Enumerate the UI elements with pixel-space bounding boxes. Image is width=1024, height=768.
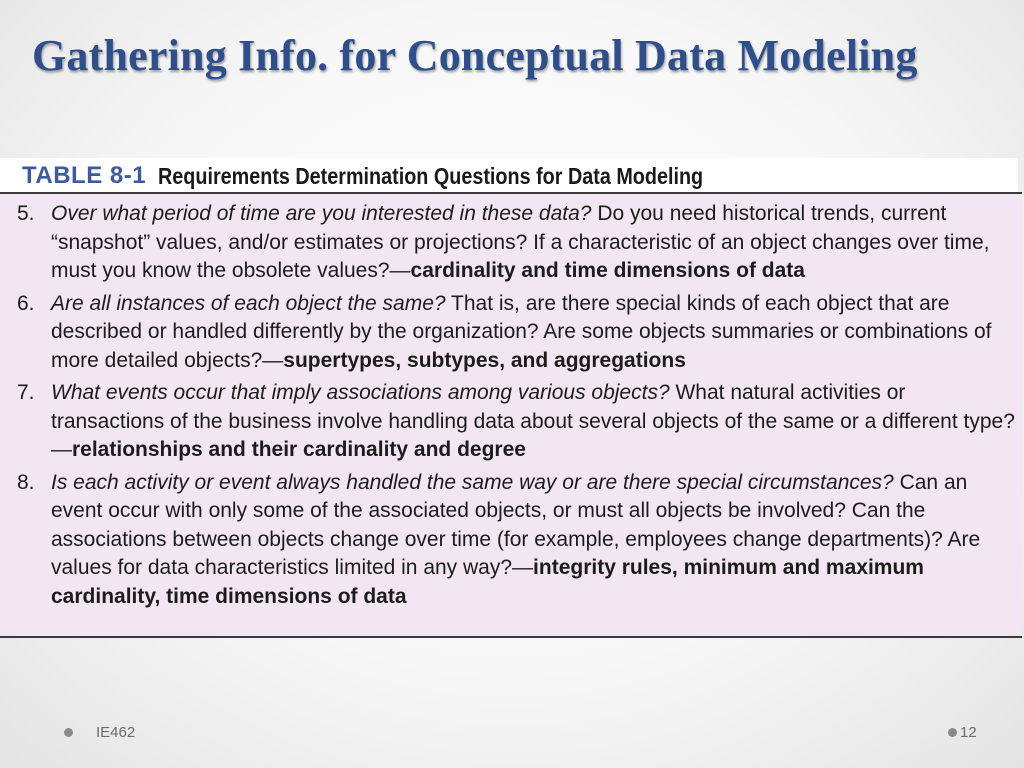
- question-number: 7.: [17, 381, 35, 404]
- question-number: 5.: [17, 202, 35, 225]
- question-detail: That is, are there special kinds of each object that are described or handled differently by the organization? Are some objects summaries or combinations of more detailed objects?—: [51, 291, 992, 372]
- page-number: 12: [960, 724, 977, 741]
- table-body: [0, 192, 1022, 638]
- question-detail: What natural activities or transactions of the business involve handling data about several objects of the same or a different type?—: [51, 381, 1015, 461]
- footer-bullet-icon: [64, 728, 73, 737]
- table-title: Requirements Determination Questions for Data Modeling: [158, 163, 704, 189]
- page-bullet-icon: [948, 728, 957, 737]
- question-number: 6.: [17, 291, 35, 315]
- requirements-table: [0, 158, 1018, 646]
- question-prompt: Are all instances of each object the same?: [51, 291, 446, 315]
- question-number: 8.: [17, 470, 35, 494]
- question-concept: supertypes, subtypes, and aggregations: [283, 348, 686, 372]
- slide-title: Gathering Info. for Conceptual Data Modeling: [32, 31, 918, 80]
- question-concept: relationships and their cardinality and degree: [72, 438, 526, 461]
- table-caption: [0, 158, 1018, 192]
- question-item: [0, 290, 1022, 376]
- question-concept: integrity rules, minimum and maximum cardinality, time dimensions of data: [51, 556, 924, 608]
- question-prompt: Over what period of time are you interested in these data?: [51, 202, 592, 225]
- question-prompt: What events occur that imply associations among various objects?: [51, 381, 670, 404]
- question-detail: Do you need historical trends, current “snapshot” values, and/or estimates or projections? If a characteristic of an object changes over time, must you know the obsolete values?—: [51, 202, 990, 282]
- question-item: [0, 200, 1022, 286]
- question-prompt: Is each activity or event always handled the same way or are there special circumstances?: [51, 470, 894, 494]
- footer-text: IE462: [96, 724, 136, 741]
- question-item: [0, 469, 1022, 612]
- question-item: [0, 379, 1022, 465]
- table-label: TABLE 8-1: [22, 162, 147, 189]
- question-concept: cardinality and time dimensions of data: [410, 259, 805, 282]
- question-detail: Can an event occur with only some of the associated objects, or must all objects be involved? Can the associations between objects change over time (for example, employees change departments)? Are values for data characteristics limited in any way?—: [51, 470, 981, 579]
